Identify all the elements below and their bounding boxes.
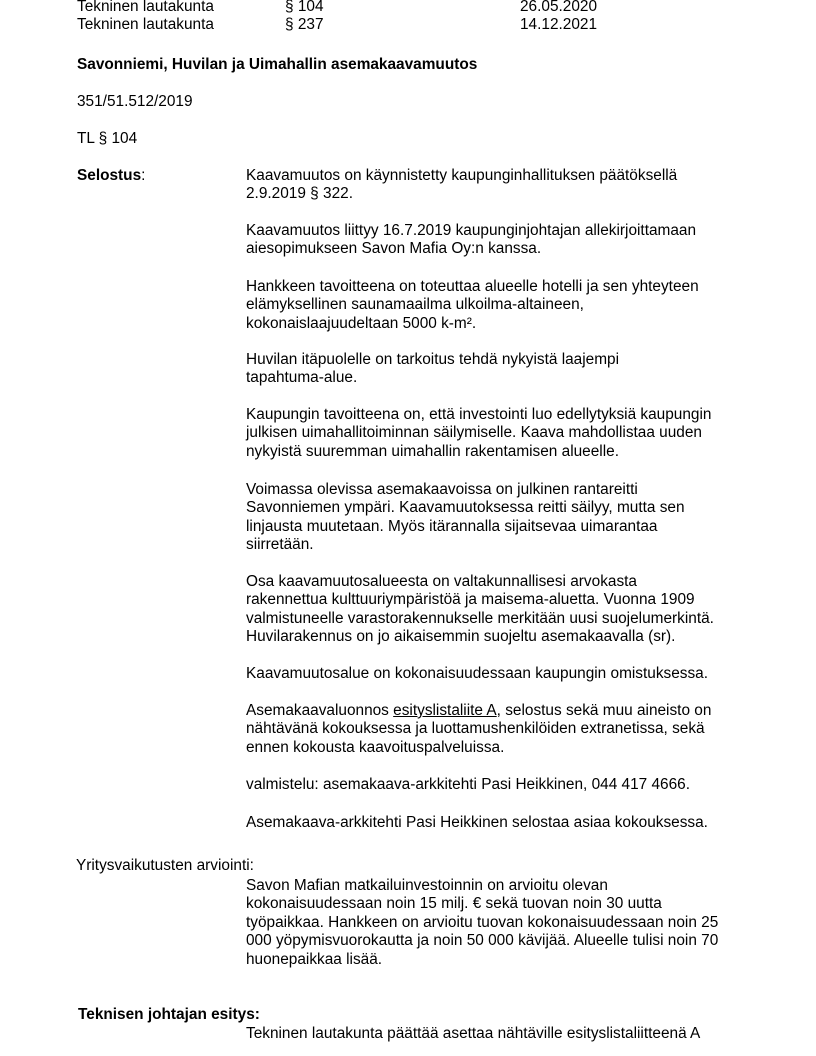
- selostus-paragraph: [246, 167, 746, 204]
- text-line: julkisen uimahallitoiminnan säilymiselle. Kaava mahdollistaa uuden: [246, 424, 702, 442]
- meeting-body: Tekninen lautakunta: [77, 16, 214, 33]
- text-line: nähtävänä kokouksessa ja luottamushenkilöiden extranetissa, sekä: [246, 720, 705, 738]
- text-line: Kaavamuutos liittyy 16.7.2019 kaupunginjohtajan allekirjoittamaan: [246, 222, 697, 239]
- text-line: tapahtuma-alue.: [246, 369, 358, 387]
- selostus-paragraph: [246, 406, 746, 461]
- selostus-heading: Selostus: [77, 167, 142, 184]
- text-line: Kaavamuutosalue on kokonaisuudessaan kaupungin omistuksessa.: [246, 665, 709, 682]
- text-line: Huvilan itäpuolelle on tarkoitus tehdä nykyistä laajempi: [246, 351, 620, 368]
- meeting-row: [77, 0, 717, 16]
- selostus-paragraph: [246, 222, 746, 259]
- text-line: työpaikkaa. Hankkeen on arvioitu tuovan kokonaisuudessaan noin 25: [246, 913, 719, 931]
- selostus-colon: :: [141, 167, 146, 184]
- selostus-paragraph: [246, 665, 746, 683]
- text-line: Kaupungin tavoitteena on, että investointi luo edellytyksiä kaupungin: [246, 406, 712, 423]
- selostus-paragraph: [246, 351, 746, 388]
- text-line: valmistuneelle varastorakennukselle merkitään uusi suojelumerkintä.: [246, 609, 714, 627]
- text-line: ennen kokousta kaavoituspalveluissa.: [246, 738, 505, 756]
- text-line: aiesopimukseen Savon Mafia Oy:n kanssa.: [246, 240, 542, 258]
- text-line: 000 yöpymisvuorokautta ja noin 50 000 kävijää. Alueelle tulisi noin 70: [246, 932, 719, 950]
- meeting-date: 14.12.2021: [520, 16, 598, 33]
- text-line: huonepaikkaa lisää.: [246, 950, 383, 968]
- text-line: siirretään.: [246, 536, 314, 554]
- text-line: Savon Mafian matkailuinvestoinnin on arvioitu olevan: [246, 877, 608, 894]
- attachment-text-before: Asemakaavaluonnos: [246, 702, 394, 719]
- presenter-line: [246, 814, 746, 832]
- selostus-paragraph: [246, 278, 746, 333]
- selostus-paragraph: [246, 573, 746, 647]
- text-line: valmistelu: asemakaava-arkkitehti Pasi Heikkinen, 044 417 4666.: [246, 776, 690, 793]
- esitys-label: Teknisen johtajan esitys:: [78, 1006, 260, 1023]
- text-line: kokonaislaajuudeltaan 5000 k-m².: [246, 314, 477, 332]
- record-number: 351/51.512/2019: [77, 93, 193, 110]
- text-line: Tekninen lautakunta päättää asettaa nähtäville esityslistaliitteenä A: [246, 1025, 701, 1042]
- attachment-paragraph: [246, 702, 746, 757]
- attachment-text-after: , selostus sekä muu aineisto on: [496, 702, 712, 719]
- selostus-paragraph: [246, 481, 746, 555]
- esitys-paragraph: [246, 1025, 746, 1043]
- text-line: [246, 702, 746, 720]
- text-line: Hankkeen tavoitteena on toteuttaa alueelle hotelli ja sen yhteyteen: [246, 278, 699, 295]
- text-line: Voimassa olevissa asemakaavoissa on julkinen rantareitti: [246, 481, 638, 498]
- text-line: elämyksellinen saunamaailma ulkoilma-altaineen,: [246, 296, 584, 314]
- meeting-section: § 237: [285, 16, 324, 33]
- text-line: linjausta muutetaan. Myös itärannalla sijaitsevaa uimarantaa: [246, 517, 658, 535]
- text-line: rakennettua kulttuuriympäristöä ja maisema-aluetta. Vuonna 1909: [246, 591, 695, 609]
- text-line: nykyistä suuremman uimahallin rakentamisen alueelle.: [246, 442, 619, 460]
- meeting-row: [77, 16, 717, 34]
- meeting-body: Tekninen lautakunta: [77, 0, 214, 15]
- yritys-paragraph: [246, 877, 746, 969]
- text-line: kokonaisuudessaan noin 15 milj. € sekä tuovan noin 30 uutta: [246, 895, 662, 913]
- text-line: Huvilarakennus on jo aikaisemmin suojeltu asemakaavalla (sr).: [246, 628, 676, 646]
- text-line: Kaavamuutos on käynnistetty kaupunginhallituksen päätöksellä: [246, 167, 678, 184]
- preparer-line: [246, 776, 746, 794]
- selostus-label: [77, 167, 145, 185]
- document-title: Savonniemi, Huvilan ja Uimahallin asemakaavamuutos: [77, 56, 478, 73]
- tl-reference: TL § 104: [77, 130, 138, 147]
- text-line: Savonniemen ympäri. Kaavamuutoksessa reitti säilyy, mutta sen: [246, 499, 685, 517]
- meeting-section: § 104: [285, 0, 324, 15]
- text-line: Osa kaavamuutosalueesta on valtakunnallisesi arvokasta: [246, 573, 637, 590]
- meeting-date: 26.05.2020: [520, 0, 598, 15]
- yritys-label: Yritysvaikutusten arviointi:: [76, 857, 254, 874]
- text-line: Asemakaava-arkkitehti Pasi Heikkinen selostaa asiaa kokouksessa.: [246, 814, 708, 831]
- text-line: 2.9.2019 § 322.: [246, 185, 353, 203]
- attachment-link[interactable]: esityslistaliite A: [393, 702, 497, 719]
